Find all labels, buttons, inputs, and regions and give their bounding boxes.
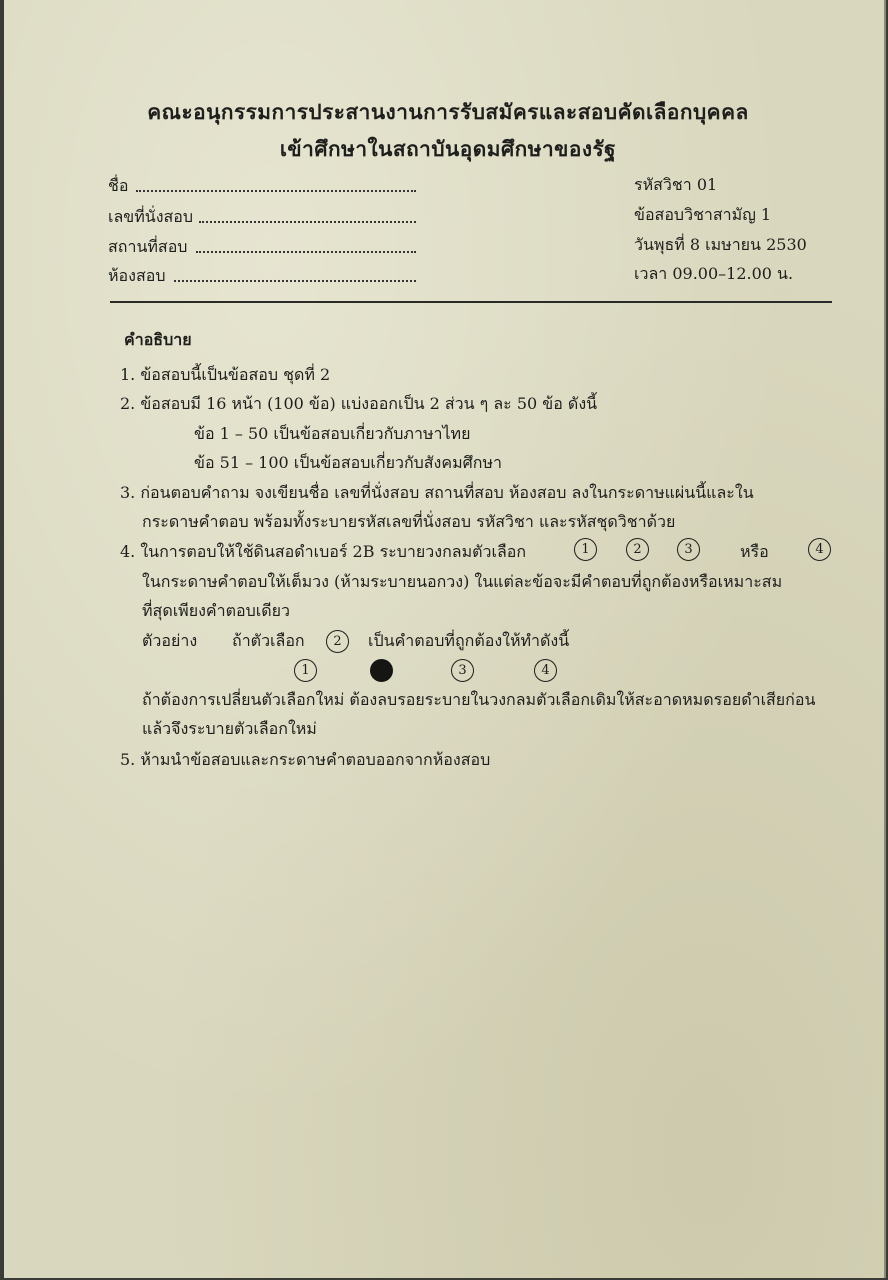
exam-cover-page	[4, 0, 886, 1278]
seat-number-field-label: เลขที่นั่งสอบ	[108, 207, 194, 226]
example-row-circle-3: 3	[451, 659, 474, 682]
committee-title: คณะอนุกรรมการประสานงานการรับสมัครและสอบคัดเลือกบุคคล	[147, 99, 749, 124]
choice-circle-2: 2	[626, 538, 649, 561]
instruction-2-part-1: ข้อ 1 – 50 เป็นข้อสอบเกี่ยวกับภาษาไทย	[194, 424, 471, 443]
example-row-filled-circle	[370, 659, 393, 682]
instruction-2: 2. ข้อสอบมี 16 หน้า (100 ข้อ) แบ่งออกเป็น 2 ส่วน ๆ ละ 50 ข้อ ดังนี้	[120, 394, 598, 413]
exam-location-field-line	[196, 251, 416, 253]
example-label: ตัวอย่าง	[142, 631, 198, 650]
name-field-line	[136, 190, 416, 192]
instruction-3-line-1: 3. ก่อนตอบคำถาม จงเขียนชื่อ เลขที่นั่งสอบ สถานที่สอบ ห้องสอบ ลงในกระดาษแผ่นนี้และใน	[120, 483, 754, 502]
name-field-label: ชื่อ	[108, 176, 129, 195]
subject-name: ข้อสอบวิชาสามัญ 1	[634, 205, 772, 224]
header-divider	[110, 301, 832, 303]
example-choice-circle: 2	[326, 630, 349, 653]
exam-time: เวลา 09.00–12.00 น.	[634, 264, 794, 283]
example-if-text: ถ้าตัวเลือก	[232, 631, 305, 650]
instruction-5: 5. ห้ามนำข้อสอบและกระดาษคำตอบออกจากห้องสอบ	[120, 750, 491, 769]
example-row-circle-1: 1	[294, 659, 317, 682]
instruction-4-line-1: 4. ในการตอบให้ใช้ดินสอดำเบอร์ 2B ระบายวงกลมตัวเลือก	[120, 542, 527, 561]
example-row-circle-4: 4	[534, 659, 557, 682]
exam-room-field-line	[174, 280, 416, 282]
change-answer-line-1: ถ้าต้องการเปลี่ยนตัวเลือกใหม่ ต้องลบรอยระบายในวงกลมตัวเลือกเดิมให้สะอาดหมดรอยดำเสียก่อน	[142, 690, 816, 709]
exam-location-field-label: สถานที่สอบ	[108, 237, 188, 256]
seat-number-field-line	[199, 221, 416, 223]
choice-circle-3: 3	[677, 538, 700, 561]
exam-room-field-label: ห้องสอบ	[108, 266, 166, 285]
committee-subtitle: เข้าศึกษาในสถาบันอุดมศึกษาของรัฐ	[279, 136, 617, 161]
choice-circle-4: 4	[808, 538, 831, 561]
instruction-4-or: หรือ	[740, 542, 769, 561]
instruction-4-line-3: ที่สุดเพียงคำตอบเดียว	[142, 601, 290, 620]
subject-code: รหัสวิชา 01	[634, 175, 718, 194]
instruction-3-line-2: กระดาษคำตอบ พร้อมทั้งระบายรหัสเลขที่นั่งสอบ รหัสวิชา และรหัสชุดวิชาด้วย	[142, 512, 676, 531]
instruction-4-line-2: ในกระดาษคำตอบให้เต็มวง (ห้ามระบายนอกวง) ในแต่ละข้อจะมีคำตอบที่ถูกต้องหรือเหมาะสม	[142, 572, 783, 591]
instruction-1: 1. ข้อสอบนี้เป็นข้อสอบ ชุดที่ 2	[120, 365, 331, 384]
change-answer-line-2: แล้วจึงระบายตัวเลือกใหม่	[142, 719, 317, 738]
instruction-2-part-2: ข้อ 51 – 100 เป็นข้อสอบเกี่ยวกับสังคมศึกษา	[194, 453, 502, 472]
instructions-title: คำอธิบาย	[124, 330, 192, 349]
exam-date: วันพุธที่ 8 เมษายน 2530	[634, 235, 807, 254]
example-then-text: เป็นคำตอบที่ถูกต้องให้ทำดังนี้	[368, 631, 570, 650]
choice-circle-1: 1	[574, 538, 597, 561]
